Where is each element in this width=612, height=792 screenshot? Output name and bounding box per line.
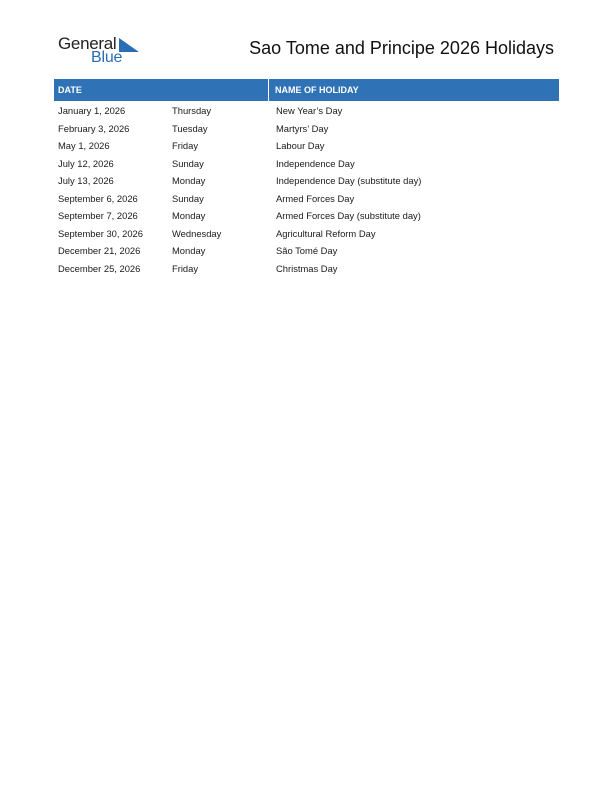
holiday-name: New Year’s Day xyxy=(276,105,343,116)
holiday-weekday: Monday xyxy=(172,175,206,186)
logo-text-blue: Blue xyxy=(91,49,123,66)
table-row xyxy=(54,172,559,190)
holiday-date: December 25, 2026 xyxy=(58,262,141,274)
holiday-weekday: Sunday xyxy=(172,192,204,204)
holiday-name: Armed Forces Day xyxy=(276,192,355,204)
holiday-date: May 1, 2026 xyxy=(58,140,110,151)
page-title: Sao Tome and Principe 2026 Holidays xyxy=(249,38,554,58)
holiday-date: September 6, 2026 xyxy=(58,192,138,204)
holiday-date: September 7, 2026 xyxy=(58,210,138,221)
table-row xyxy=(54,137,559,155)
table-row xyxy=(54,242,559,260)
table-row xyxy=(54,207,559,225)
holiday-weekday: Friday xyxy=(172,262,199,274)
holiday-date: September 30, 2026 xyxy=(58,227,143,239)
holiday-name: Christmas Day xyxy=(276,262,338,274)
holiday-name: São Tomé Day xyxy=(276,245,338,256)
table-row xyxy=(54,190,559,208)
table-header xyxy=(54,79,559,101)
holiday-name: Labour Day xyxy=(276,140,325,151)
holiday-name: Armed Forces Day (substitute day) xyxy=(276,210,421,221)
holiday-weekday: Monday xyxy=(172,210,206,221)
holiday-date: December 21, 2026 xyxy=(58,245,141,256)
column-header-date: DATE xyxy=(54,79,269,101)
brand-logo xyxy=(58,34,148,68)
holiday-date: July 12, 2026 xyxy=(58,157,114,169)
holiday-weekday: Wednesday xyxy=(172,227,222,239)
holiday-weekday: Tuesday xyxy=(172,122,208,134)
table-row xyxy=(54,120,559,138)
holiday-name: Agricultural Reform Day xyxy=(276,227,376,239)
table-row xyxy=(54,102,559,120)
table-row xyxy=(54,260,559,278)
holiday-weekday: Monday xyxy=(172,245,206,256)
holiday-date: January 1, 2026 xyxy=(58,105,126,116)
holiday-name: Independence Day (substitute day) xyxy=(276,175,422,186)
table-row xyxy=(54,155,559,173)
holiday-date: February 3, 2026 xyxy=(58,122,130,134)
holiday-table xyxy=(54,79,559,277)
holiday-name: Martyrs’ Day xyxy=(276,122,329,134)
holiday-weekday: Friday xyxy=(172,140,199,151)
holiday-name: Independence Day xyxy=(276,157,355,169)
column-header-name: NAME OF HOLIDAY xyxy=(275,85,359,95)
holiday-weekday: Sunday xyxy=(172,157,204,169)
table-body xyxy=(54,102,559,277)
holiday-date: July 13, 2026 xyxy=(58,175,114,186)
table-row xyxy=(54,225,559,243)
logo-text-general: General xyxy=(58,34,117,53)
holiday-weekday: Thursday xyxy=(172,105,212,116)
